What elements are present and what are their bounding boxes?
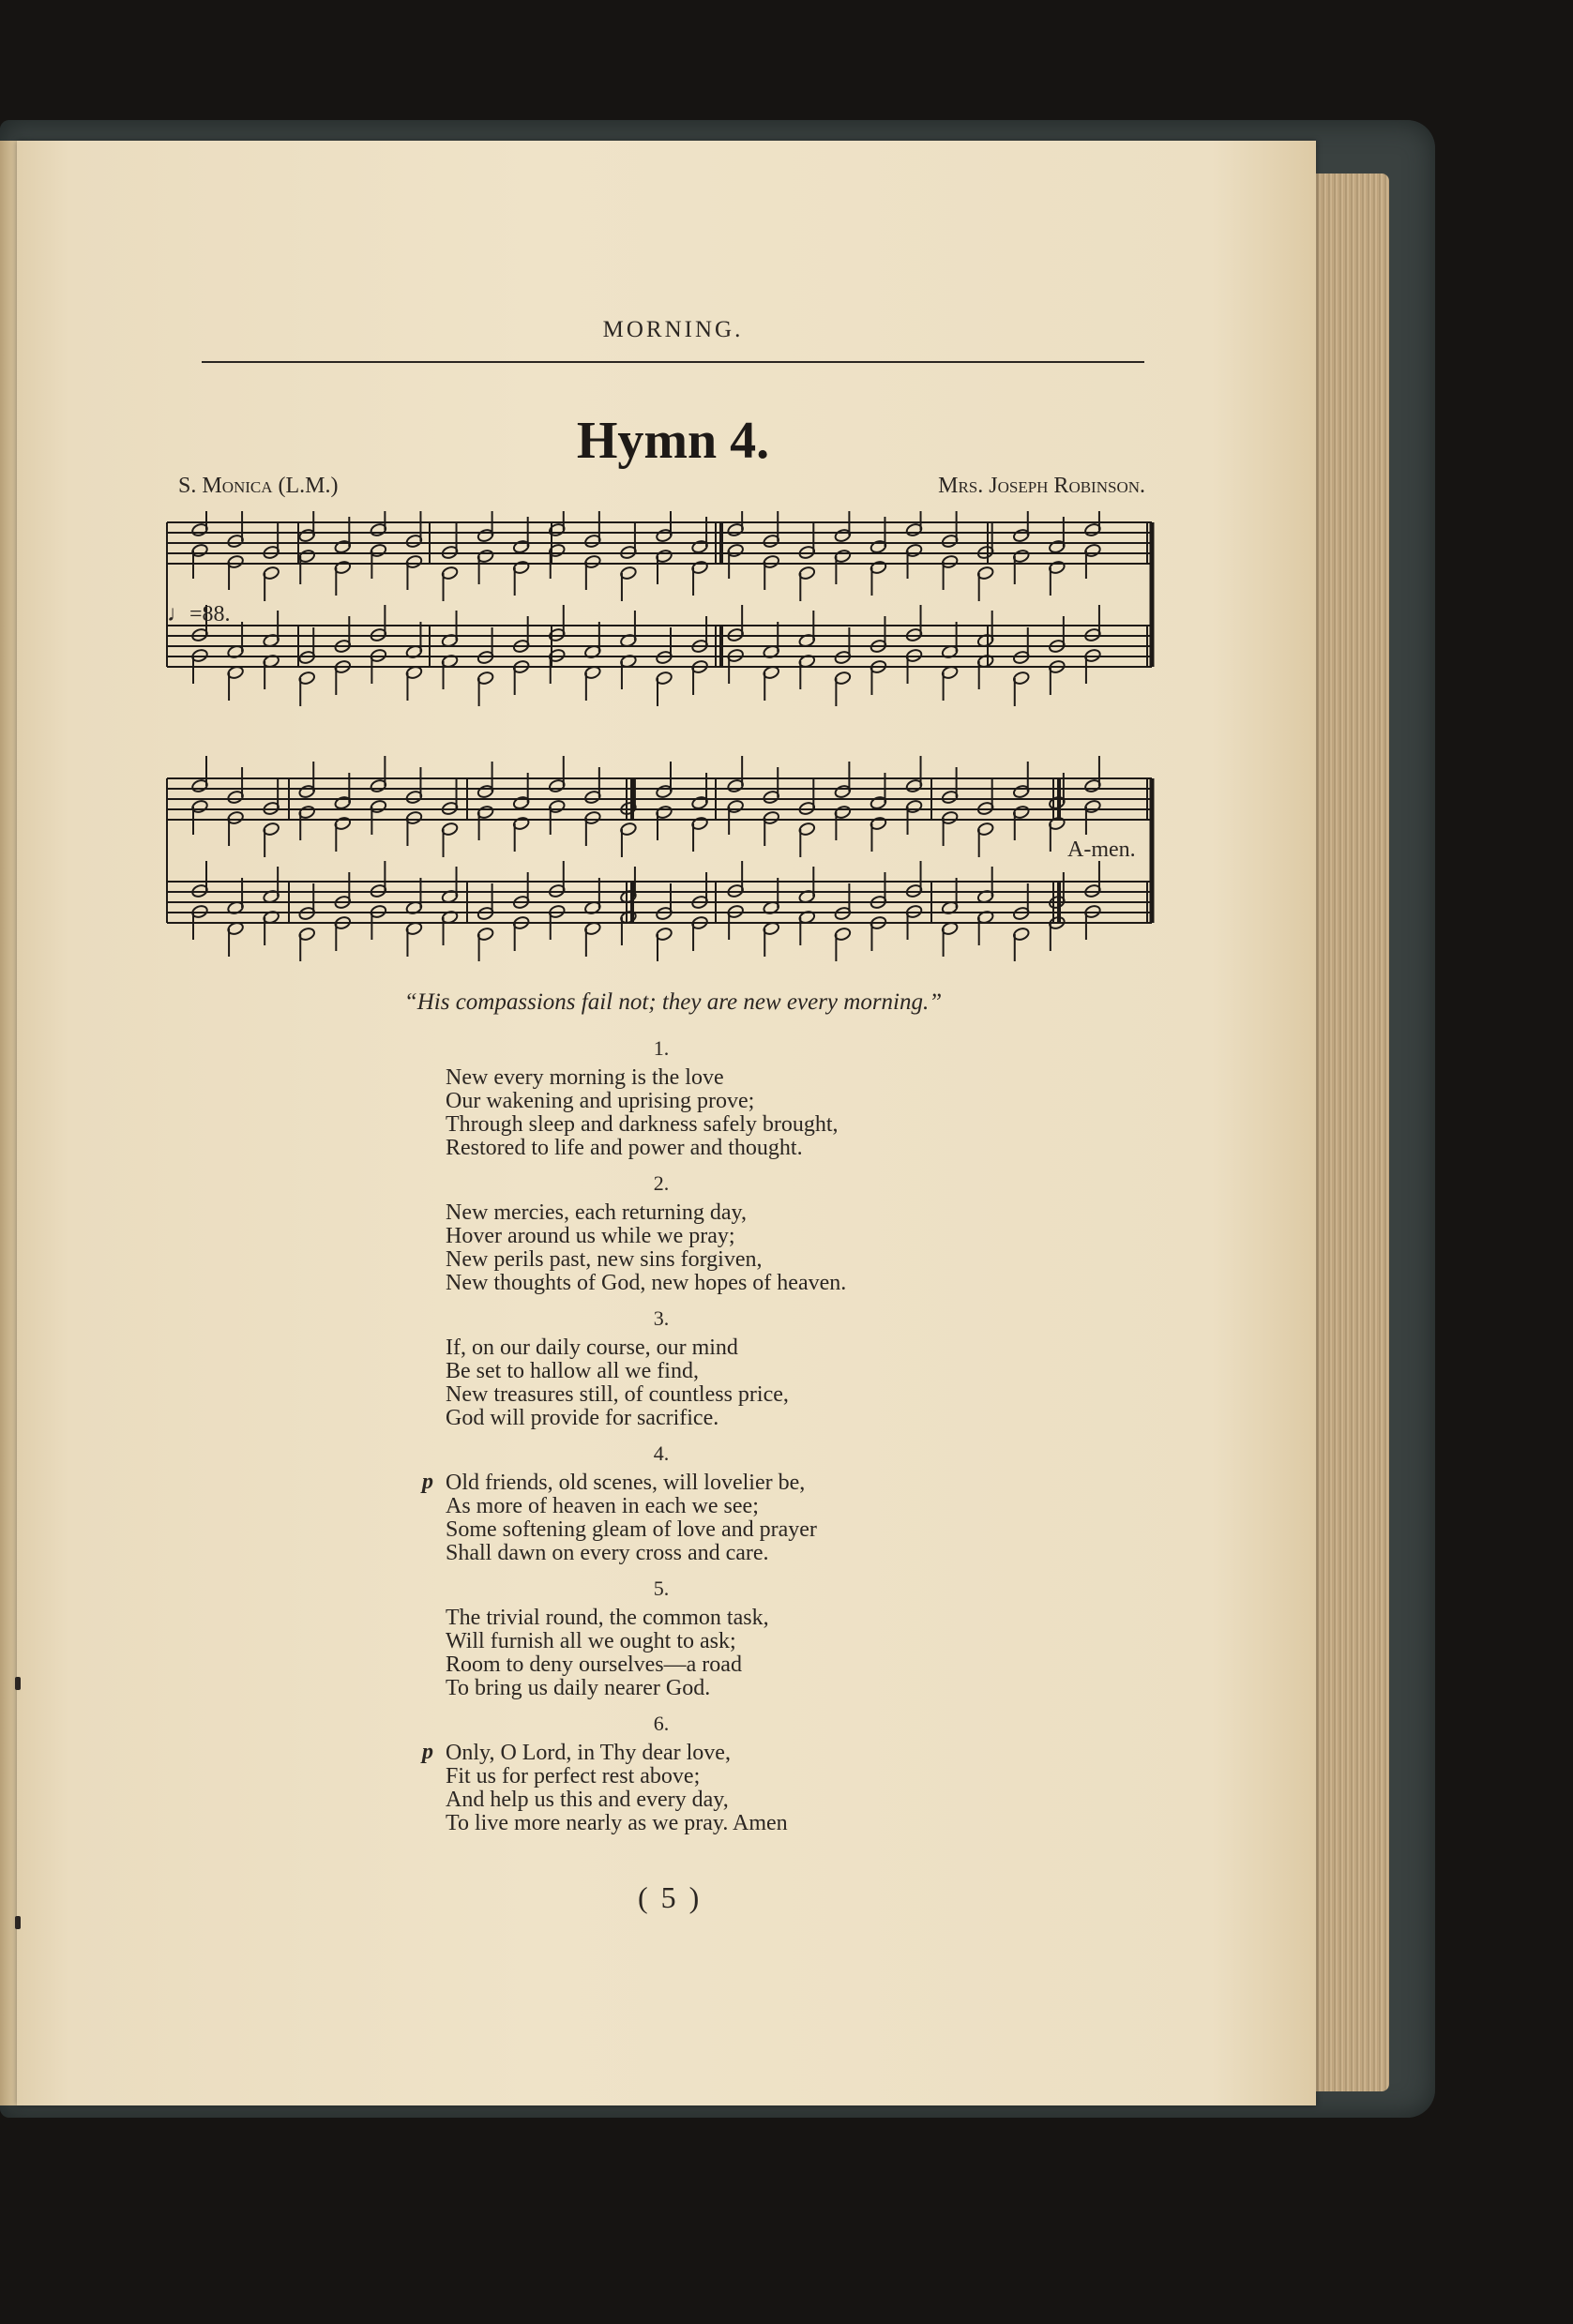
stanza-line: Old friends, old scenes, will lovelier be,	[446, 1471, 806, 1495]
stanza-line: If, on our daily course, our mind	[446, 1336, 738, 1360]
stanza-line: As more of heaven in each we see;	[446, 1494, 759, 1518]
hymn-text	[422, 1036, 971, 1847]
binding-mark	[15, 1677, 21, 1690]
stanza-line: And help us this and every day,	[446, 1788, 729, 1812]
stanza-line: To live more nearly as we pray. Amen	[446, 1811, 788, 1835]
dynamic-marking: p	[422, 1470, 433, 1494]
stanza-line: New every morning is the love	[446, 1065, 724, 1090]
stanza-number: 3.	[653, 1306, 670, 1330]
stanza-line: New mercies, each returning day,	[446, 1200, 747, 1225]
stanza-line: New treasures still, of countless price,	[446, 1382, 789, 1407]
stanza-line: Be set to hallow all we find,	[446, 1359, 699, 1383]
music-score	[158, 511, 1171, 961]
facing-page-edge	[0, 141, 17, 2105]
stanza	[422, 1712, 971, 1835]
stanza-line: The trivial round, the common task,	[446, 1606, 769, 1630]
epigraph: “His compassions fail not; they are new every morning.”	[403, 989, 943, 1015]
tune-name: S. Monica (L.M.)	[178, 474, 339, 498]
stanza-line: Restored to life and power and thought.	[446, 1136, 803, 1160]
stanza-number: 4.	[653, 1441, 670, 1465]
running-head: MORNING.	[602, 317, 744, 342]
binding-mark	[15, 1916, 21, 1929]
stanza-line: Fit us for perfect rest above;	[446, 1764, 701, 1788]
stanza-line: Shall dawn on every cross and care.	[446, 1541, 769, 1565]
stanza-line: Only, O Lord, in Thy dear love,	[446, 1741, 731, 1765]
stanza	[446, 1577, 971, 1700]
stanza-line: Our wakening and uprising prove;	[446, 1089, 755, 1113]
stanza-line: Some softening gleam of love and prayer	[446, 1517, 817, 1542]
stanza-line: God will provide for sacrifice.	[446, 1406, 719, 1430]
amen-label: A-men.	[1067, 838, 1136, 862]
stanza-line: New thoughts of God, new hopes of heaven.	[446, 1271, 847, 1295]
stanza-line: Will furnish all we ought to ask;	[446, 1629, 736, 1653]
hymn-title: Hymn 4.	[576, 412, 770, 470]
stanza-line: Hover around us while we pray;	[446, 1224, 735, 1248]
stanza-number: 5.	[653, 1577, 670, 1600]
page-number: ( 5 )	[638, 1880, 703, 1914]
stanza	[446, 1306, 971, 1430]
dynamic-marking: p	[422, 1740, 433, 1764]
stanza-number: 6.	[653, 1712, 670, 1735]
stanza	[446, 1171, 971, 1295]
stanza-line: Through sleep and darkness safely brought,	[446, 1112, 839, 1137]
stanza	[446, 1036, 971, 1160]
stanza-line: New perils past, new sins forgiven,	[446, 1247, 763, 1272]
stanza-number: 1.	[653, 1036, 670, 1060]
stanza	[422, 1441, 971, 1565]
header-rule	[202, 361, 1144, 363]
tempo-marking: ♩=88.	[167, 602, 231, 626]
composer-name: Mrs. Joseph Robinson.	[938, 474, 1145, 498]
page-edges	[1316, 174, 1389, 2091]
stanza-line: To bring us daily nearer God.	[446, 1676, 711, 1700]
stanza-line: Room to deny ourselves—a road	[446, 1652, 742, 1677]
stanza-number: 2.	[653, 1171, 670, 1195]
